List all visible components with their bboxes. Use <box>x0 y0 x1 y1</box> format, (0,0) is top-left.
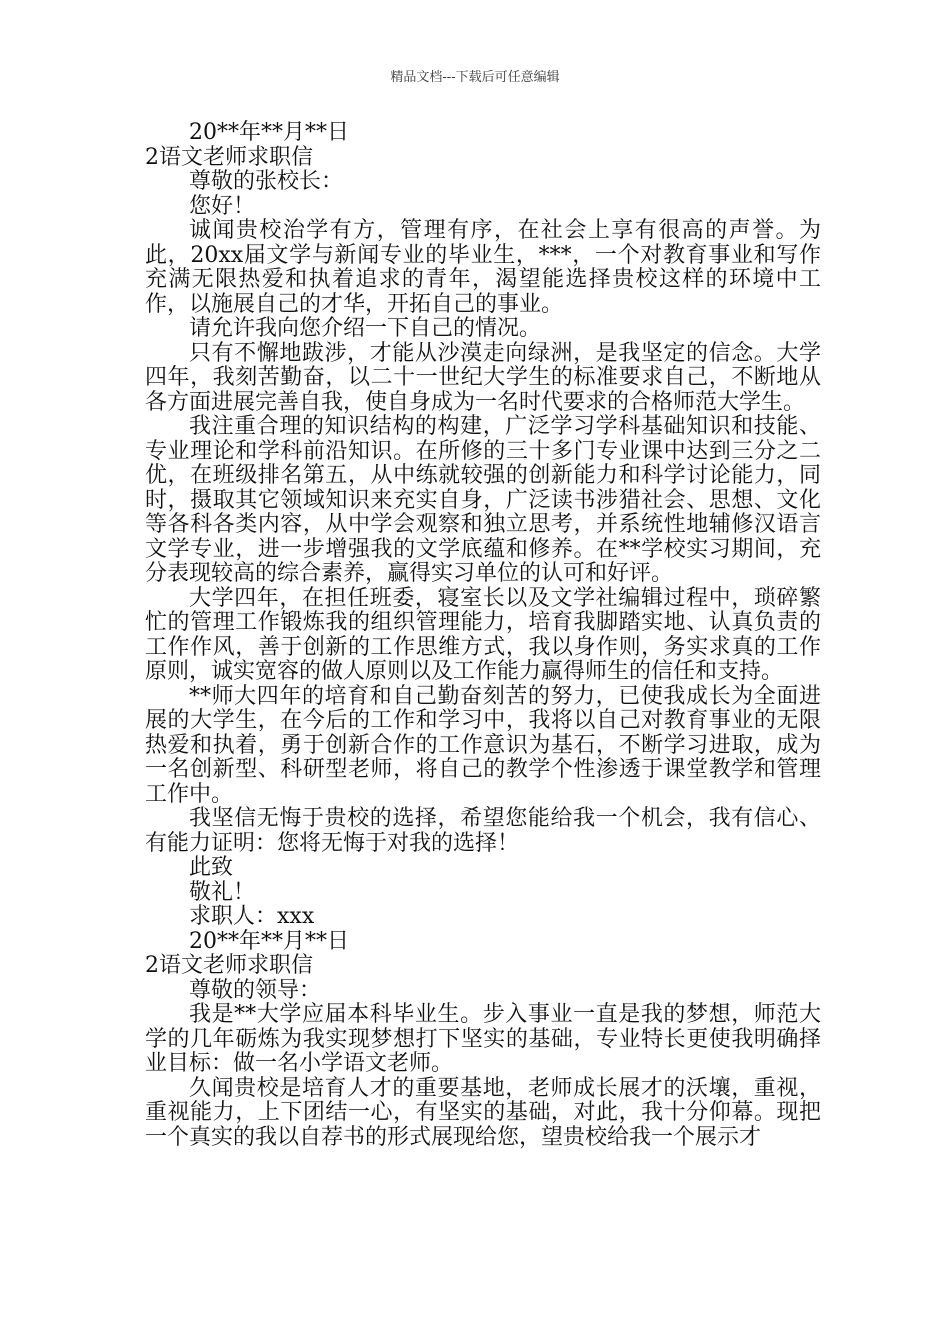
paragraph: 我注重合理的知识结构的构建，广泛学习学科基础知识和技能、专业理论和学科前沿知识。在所修的三十多门专业课中达到三分之二优，在班级排名第五，从中练就较强的创新能力和科学讨论能力，同时，摄取其它领域知识来充实自身，广泛读书涉猎社会、思想、文化等各科各类内容，从中学会观察和独立思考，并系统性地辅修汉语言文学专业，进一步增强我的文学底蕴和修养。在**学校实习期间，充分表现较高的综合素养，赢得实习单位的认可和好评。 <box>145 414 821 586</box>
salutation: 尊敬的领导： <box>189 977 322 1003</box>
signature-line: 求职人：xxx <box>189 904 315 929</box>
closing-line: 此致 <box>189 855 234 880</box>
paragraph: 只有不懈地跋涉，才能从沙漠走向绿洲，是我坚定的信念。大学四年，我刻苦勤奋，以二十一世纪大学生的标准要求自己，不断地从各方面进展完善自我，使自身成为一名时代要求的合格师范大学生。 <box>145 340 821 415</box>
paragraph: 请允许我向您介绍一下自己的情况。 <box>189 316 542 341</box>
paragraph: 久闻贵校是培育人才的重要基地，老师成长展才的沃壤，重视，重视能力，上下团结一心，有坚实的基础，对此，我十分仰幕。现把一个真实的我以自荐书的形式展现给您，望贵校给我一个展示才 <box>145 1075 821 1150</box>
page-header: 精品文档---下载后可任意编辑 <box>390 70 560 85</box>
date-line: 20**年**月**日 <box>189 928 349 954</box>
greeting: 您好！ <box>189 193 256 219</box>
paragraph: **师大四年的培育和自己勤奋刻苦的努力，已使我成长为全面进展的大学生，在今后的工作和学习中，我将以自己对教育事业的无限热爱和执着，勇于创新合作的工作意识为基石，不断学习进取，成为一名创新型、科研型老师，将自己的教学个性渗透于课堂教学和管理工作中。 <box>145 683 821 807</box>
paragraph: 我坚信无悔于贵校的选择，希望您能给我一个机会，我有信心、有能力证明：您将无悔于对我的选择！ <box>145 806 821 856</box>
paragraph: 诚闻贵校治学有方，管理有序，在社会上享有很高的声誉。为此，20xx届文学与新闻专业的毕业生，***，一个对教育事业和写作充满无限热爱和执着追求的青年，渴望能选择贵校这样的环境中工作，以施展自己的才华，开拓自己的事业。 <box>145 218 821 317</box>
letter-body <box>145 121 821 1150</box>
letter-title: 2语文老师求职信 <box>145 953 313 978</box>
letter-title: 2语文老师求职信 <box>145 144 313 170</box>
date-line: 20**年**月**日 <box>189 120 349 145</box>
salutation: 尊敬的张校长： <box>189 169 344 194</box>
paragraph: 我是**大学应届本科毕业生。步入事业一直是我的梦想，师范大学的几年砺炼为我实现梦想打下坚实的基础，专业特长更使我明确择业目标：做一名小学语文老师。 <box>145 1002 821 1076</box>
closing-line: 敬礼！ <box>189 879 256 905</box>
paragraph: 大学四年，在担任班委，寝室长以及文学社编辑过程中，琐碎繁忙的管理工作锻炼我的组织管理能力，培育我脚踏实地、认真负责的工作作风，善于创新的工作思维方式，我以身作则，务实求真的工作原则，诚实宽容的做人原则以及工作能力赢得师生的信任和支持。 <box>145 585 821 684</box>
